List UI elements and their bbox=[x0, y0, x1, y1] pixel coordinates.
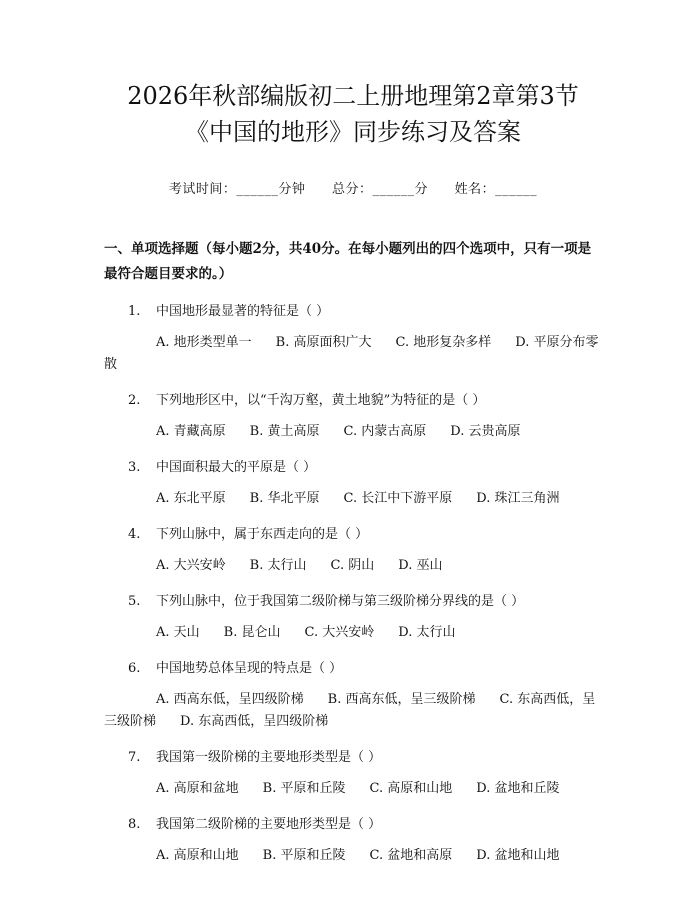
section-heading: 一、单项选择题（每小题2分，共40分。在每小题列出的四个选项中，只有一项是最符合题目要求的。） bbox=[104, 241, 592, 282]
document-title bbox=[104, 78, 602, 150]
question-text: 我国第二级阶梯的主要地形类型是（ ） bbox=[156, 817, 382, 832]
question-number: 1. bbox=[128, 304, 141, 319]
option-choice: B. 华北平原 bbox=[249, 491, 320, 506]
option-choice: B. 黄土高原 bbox=[249, 424, 320, 439]
option-choice: A. 天山 bbox=[156, 625, 200, 640]
option-choice: A. 西高东低，呈四级阶梯 bbox=[156, 692, 304, 707]
option-choice: A. 东北平原 bbox=[156, 491, 226, 506]
question-text: 中国地形最显著的特征是（ ） bbox=[156, 304, 330, 319]
question-stem bbox=[104, 457, 602, 479]
question-options bbox=[104, 421, 602, 443]
question-options bbox=[104, 555, 602, 577]
question-options bbox=[104, 488, 602, 510]
option-choice: D. 平原分布零散 bbox=[104, 335, 599, 372]
title-line-2: 《中国的地形》同步练习及答案 bbox=[185, 118, 521, 146]
option-choice: D. 巫山 bbox=[398, 558, 443, 573]
question-options bbox=[104, 622, 602, 644]
option-choice: A. 高原和山地 bbox=[156, 848, 239, 863]
option-choice: C. 高原和山地 bbox=[369, 781, 453, 796]
question-number: 2. bbox=[128, 393, 141, 408]
question-text: 下列地形区中，以“千沟万壑，黄土地貌”为特征的是（ ） bbox=[156, 393, 486, 408]
exam-meta bbox=[104, 178, 602, 197]
question-number: 5. bbox=[128, 594, 141, 609]
option-choice: D. 珠江三角洲 bbox=[476, 491, 560, 506]
question-stem bbox=[104, 524, 602, 546]
option-choice: B. 平原和丘陵 bbox=[262, 781, 346, 796]
question-stem bbox=[104, 390, 602, 412]
question-text: 中国面积最大的平原是（ ） bbox=[156, 460, 317, 475]
question-number: 6. bbox=[128, 661, 141, 676]
student-name: 姓名：______ bbox=[454, 182, 538, 197]
option-choice: A. 地形类型单一 bbox=[156, 335, 252, 350]
question-number: 4. bbox=[128, 527, 141, 542]
option-choice: A. 高原和盆地 bbox=[156, 781, 239, 796]
option-choice: D. 云贵高原 bbox=[450, 424, 521, 439]
option-choice: B. 昆仑山 bbox=[223, 625, 281, 640]
question-options bbox=[104, 689, 602, 733]
question-options bbox=[104, 332, 602, 376]
question-text: 下列山脉中，位于我国第二级阶梯与第三级阶梯分界线的是（ ） bbox=[156, 594, 525, 609]
question-options bbox=[104, 845, 602, 867]
option-choice: C. 地形复杂多样 bbox=[395, 335, 492, 350]
question-text: 下列山脉中，属于东西走向的是（ ） bbox=[156, 527, 369, 542]
question-number: 3. bbox=[128, 460, 141, 475]
question-text: 我国第一级阶梯的主要地形类型是（ ） bbox=[156, 750, 382, 765]
option-choice: B. 西高东低，呈三级阶梯 bbox=[327, 692, 476, 707]
option-choice: D. 盆地和山地 bbox=[476, 848, 560, 863]
option-choice: C. 阴山 bbox=[330, 558, 375, 573]
title-line-1: 2026年秋部编版初二上册地理第2章第3节 bbox=[127, 82, 579, 110]
question-options bbox=[104, 778, 602, 800]
option-choice: C. 东高西低，呈三级阶梯 bbox=[104, 692, 596, 729]
option-choice: A. 青藏高原 bbox=[156, 424, 226, 439]
option-choice: A. 大兴安岭 bbox=[156, 558, 226, 573]
option-choice: B. 平原和丘陵 bbox=[262, 848, 346, 863]
question-stem bbox=[104, 301, 602, 323]
question-stem bbox=[104, 658, 602, 680]
option-choice: B. 高原面积广大 bbox=[275, 335, 372, 350]
question-list bbox=[104, 301, 602, 867]
option-choice: C. 大兴安岭 bbox=[304, 625, 375, 640]
option-choice: D. 东高西低，呈四级阶梯 bbox=[180, 714, 329, 729]
option-choice: C. 内蒙古高原 bbox=[343, 424, 427, 439]
question-text: 中国地势总体呈现的特点是（ ） bbox=[156, 661, 343, 676]
question-number: 7. bbox=[128, 750, 141, 765]
question-stem bbox=[104, 591, 602, 613]
question-stem bbox=[104, 747, 602, 769]
option-choice: B. 太行山 bbox=[249, 558, 307, 573]
question-stem bbox=[104, 814, 602, 836]
option-choice: D. 太行山 bbox=[398, 625, 456, 640]
option-choice: C. 盆地和高原 bbox=[369, 848, 453, 863]
exam-score: 总分：______分 bbox=[331, 182, 428, 197]
exam-time: 考试时间：______分钟 bbox=[168, 182, 306, 197]
option-choice: C. 长江中下游平原 bbox=[343, 491, 453, 506]
option-choice: D. 盆地和丘陵 bbox=[476, 781, 560, 796]
question-number: 8. bbox=[128, 817, 141, 832]
